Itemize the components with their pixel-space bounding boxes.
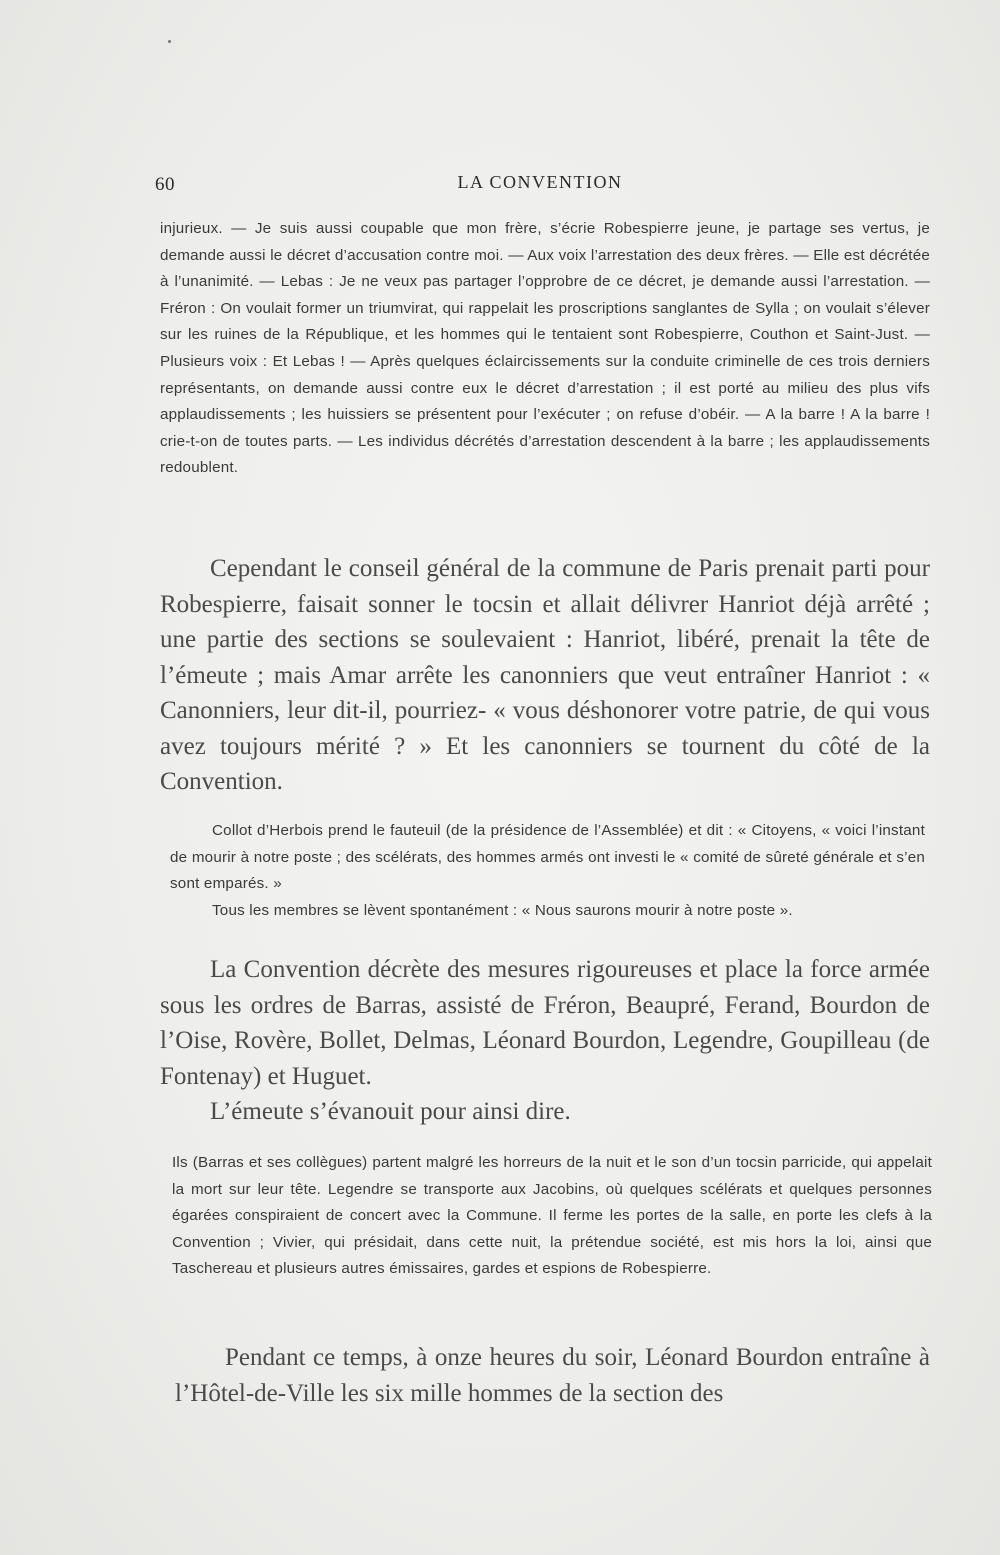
paragraph-3: Collot d’Herbois prend le fauteuil (de la présidence de l’Assemblée) et dit : « Citoyens, « voici l’instant de mourir à notre poste ; des scélérats, des hommes armés ont investi le « comité de sûreté générale et s’en sont emparés. » xyxy=(170,822,925,893)
quoted-excerpt-barras xyxy=(172,1150,932,1283)
running-title: LA CONVENTION xyxy=(457,172,623,192)
paragraph-2: Cependant le conseil général de la commune de Paris prenait parti pour Robespierre, faisait sonner le tocsin et allait délivrer Hanriot déjà arrêté ; une partie des sections se soulevaient : Hanriot, libéré, prenait la tête de l’émeute ; mais Amar arrête les canonniers que veut entraîner Hanriot : « Canonniers, leur dit-il, pourriez- « vous déshonorer votre patrie, de qui vous avez toujours mérité ? » Et les canonniers se tournent du côté de la Convention. xyxy=(160,555,930,795)
page-number: 60 xyxy=(155,174,175,195)
narrative-paragraph-bourdon xyxy=(175,1340,930,1411)
quoted-excerpt-collot xyxy=(170,818,925,924)
paragraph-7: Ils (Barras et ses collègues) partent malgré les horreurs de la nuit et le son d’un tocsin parricide, qui appelait la mort sur leur tête. Legendre se transporte aux Jacobins, où quelques scélérats et quelques personnes égarées conspiraient de concert avec la Commune. Il ferme les portes de la salle, en porte les clefs à la Convention ; Vivier, qui présidait, dans cette nuit, la prétendue société, est mis hors la loi, ainsi que Taschereau et plusieurs autres émissaires, gardes et espions de Robespierre. xyxy=(172,1154,932,1278)
paragraph-6: L’émeute s’évanouit pour ainsi dire. xyxy=(210,1098,571,1125)
narrative-paragraph xyxy=(160,551,930,800)
paragraph-8: Pendant ce temps, à onze heures du soir, Léonard Bourdon entraîne à l’Hôtel-de-Ville les six mille hommes de la section des xyxy=(175,1344,930,1407)
page-header xyxy=(155,170,925,200)
paragraph-5: La Convention décrète des mesures rigoureuses et place la force armée sous les ordres de Barras, assisté de Fréron, Beaupré, Ferand, Bourdon de l’Oise, Rovère, Bollet, Delmas, Léonard Bourdon, Legendre, Goupilleau (de Fontenay) et Huguet. xyxy=(160,956,930,1090)
paragraph-1: injurieux. — Je suis aussi coupable que mon frère, s’écrie Robespierre jeune, je partage ses vertus, je demande aussi le décret d’accusation contre moi. — Aux voix l’arrestation des deux frères. — Elle est décrétée à l’unanimité. — Lebas : Je ne veux pas partager l’opprobre de ce décret, je demande aussi l’arrestation. — Fréron : On voulait former un triumvirat, qui rappelait les proscriptions sanglantes de Sylla ; on voulait s’élever sur les ruines de la République, et les hommes qui le tentaient sont Robespierre, Couthon et Saint-Just. — Plusieurs voix : Et Lebas ! — Après quelques éclaircissements sur la conduite criminelle de ces trois derniers représentants, on demande aussi contre eux le décret d’arrestation ; il est porté au milieu des plus vifs applaudissements ; les huissiers se présentent pour l’exécuter ; on refuse d’obéir. — A la barre ! A la barre ! crie-t-on de toutes parts. — Les individus décrétés d’arrestation descendent à la barre ; les applaudissements redoublent. xyxy=(160,220,930,477)
ink-speck xyxy=(168,40,171,43)
paragraph-4: Tous les membres se lèvent spontanément : « Nous saurons mourir à notre poste ». xyxy=(212,901,793,919)
quoted-debate-excerpt xyxy=(160,216,930,482)
narrative-paragraph-convention xyxy=(160,952,930,1130)
